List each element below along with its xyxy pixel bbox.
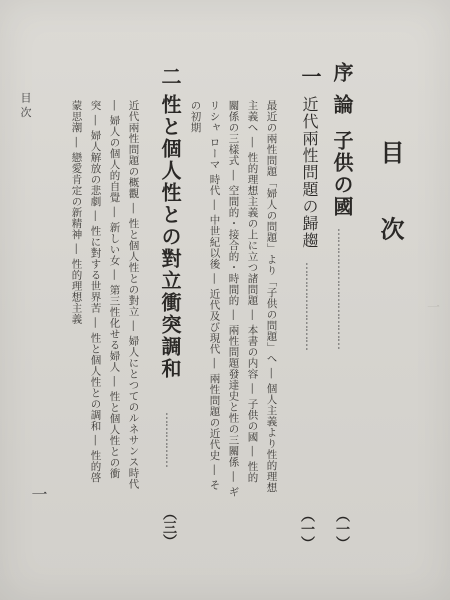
chapter1-leader: ……………………	[303, 262, 317, 350]
section2-page: （三）	[161, 506, 177, 548]
footer-page-number: 一	[29, 486, 48, 502]
chapter1-line: 最近の兩性問題「婦人の問題」より「子供の問題」へ ― 個人主義より性的理想	[265, 100, 278, 493]
toc-title: 目 次	[376, 140, 405, 263]
chapter1-page: （一）	[299, 508, 315, 550]
chapter1-line: リシャ ローマ 時代 ― 中世紀以後 ― 近代及び現代 ― 兩性問題の近代史 ― そ	[208, 100, 221, 491]
chapter1-line: の初期	[189, 100, 202, 133]
chapter1-title: 近代兩性問題の歸趨	[300, 96, 319, 249]
section1-title: 論	[330, 94, 354, 114]
chapter1-line: 主義へ ― 性的理想主義の上に立つ諸問題 ― 本書の内容 ― 子供の國 ― 性的	[246, 100, 259, 483]
section2-line: 突 ― 婦人解放の悲劇 ― 性に對する世界苦 ― 性と個人性との調和 ― 性的啓	[89, 100, 102, 483]
section2-line: 蒙思潮 ― 戀愛肯定の新精神 ― 性的理想主義	[70, 100, 83, 325]
section2-line: 近代兩性問題の概觀 ― 性と個人性との對立 ― 婦人にとつてのルネサンス時代	[127, 100, 140, 490]
section1-leader: ……………………………	[335, 228, 349, 349]
section1-number: 序	[330, 62, 354, 82]
section1-subtitle: 子供の國	[330, 130, 354, 218]
footer-label: 目 次	[19, 92, 32, 118]
chapter1-line: 關係の三樣式 ― 空間的・接合的・時間的 ― 兩性問題發達史と性の三關係 ― ギ	[227, 100, 240, 498]
chapter1-number: 一	[298, 66, 322, 86]
section2-line: ― 婦人の個人的自覺 ― 新しい女 ― 第三性化せる婦人 ― 性と個人性との衝	[108, 100, 121, 479]
section2-leader: ……………	[163, 412, 177, 467]
section2-title: 性と個人性との對立衝突調和	[158, 94, 182, 380]
edge-mark: 一	[424, 300, 439, 313]
section1-page: （一）	[334, 508, 350, 550]
section2-number: 二	[158, 66, 182, 86]
